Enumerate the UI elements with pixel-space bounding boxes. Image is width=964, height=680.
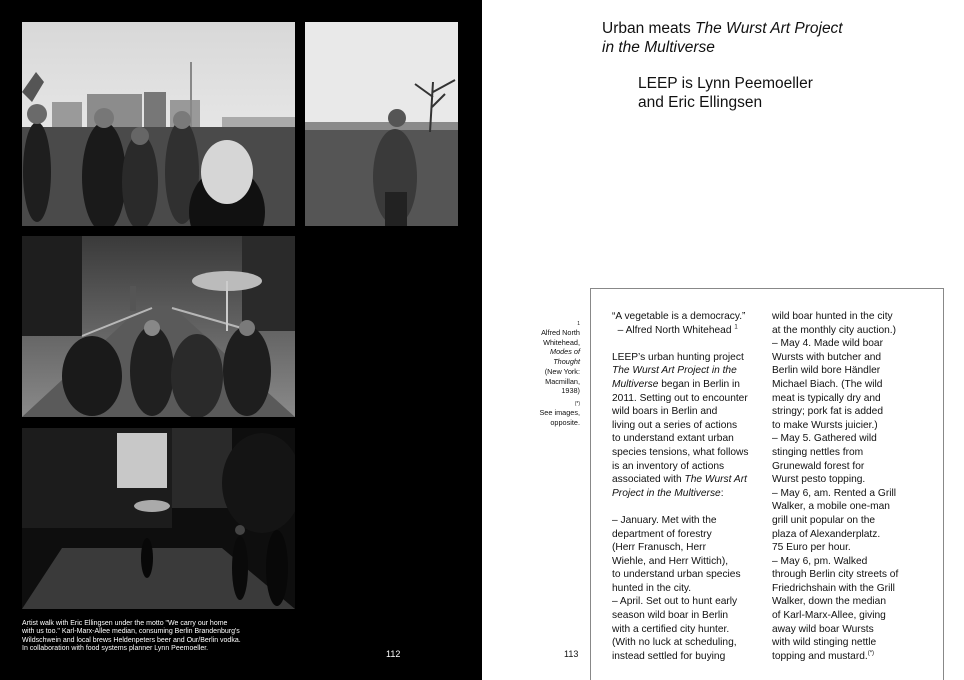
list-line: Berlin wild bore Händler bbox=[772, 365, 881, 377]
list-line: Walker, down the median bbox=[772, 596, 887, 608]
page-title bbox=[602, 19, 843, 57]
body-line: living out a series of actions bbox=[612, 419, 738, 431]
title-italic: The Wurst Art Project bbox=[695, 20, 843, 37]
footnote-line: Modes of bbox=[549, 347, 580, 357]
footnote-line: (New York: bbox=[544, 366, 580, 376]
caption-line: with us too." Karl-Marx-Allee median, consuming Berlin Brandenburg's bbox=[22, 628, 240, 636]
list-line: (Herr Franusch, Herr bbox=[612, 542, 706, 554]
list-line: instead settled for buying bbox=[612, 650, 726, 662]
spacer bbox=[612, 337, 762, 351]
body-line: 2011. Setting out to encounter bbox=[612, 392, 748, 404]
footnote-line: Alfred North bbox=[541, 328, 580, 337]
list-line: Walker, a mobile one-man bbox=[772, 501, 890, 513]
list-line: Friedrichshain with the Grill bbox=[772, 582, 895, 594]
list-line: department of forestry bbox=[612, 528, 712, 540]
list-line: stringy; pork fat is added bbox=[772, 406, 883, 418]
photo-field-man bbox=[305, 22, 458, 226]
list-line: – May 6, pm. Walked bbox=[772, 555, 868, 567]
text-column-left bbox=[612, 310, 762, 663]
list-line: meat is typically dry and bbox=[772, 392, 881, 404]
footnote-line: 1938) bbox=[561, 386, 580, 396]
page-number-left: 112 bbox=[386, 649, 401, 659]
page-number-right: 113 bbox=[564, 649, 579, 659]
photo-night-street bbox=[22, 428, 295, 609]
list-line: through Berlin city streets of bbox=[772, 569, 899, 581]
footnote-marker: (*) bbox=[574, 400, 580, 407]
page-subtitle bbox=[638, 74, 813, 112]
list-line: at the monthly city auction.) bbox=[772, 324, 897, 336]
list-line: – May 6, am. Rented a Grill bbox=[772, 487, 896, 499]
list-line: (With no luck at scheduling, bbox=[612, 637, 737, 649]
footnote-line: Macmillan, bbox=[545, 376, 580, 386]
text-box bbox=[590, 288, 944, 680]
footnote-line: Thought bbox=[553, 357, 580, 367]
list-line: topping and mustard.(*) bbox=[772, 650, 875, 662]
caption-line: Wildschwein and local brews Heldenpeters beer and Our/Berlin vodka. bbox=[22, 636, 241, 644]
subtitle-line: LEEP is Lynn Peemoeller bbox=[638, 75, 813, 92]
list-line: 75 Euro per hour. bbox=[772, 542, 851, 554]
footnote-ref: 1 bbox=[734, 324, 738, 331]
subtitle-line: and Eric Ellingsen bbox=[638, 94, 763, 111]
list-line: wild boar hunted in the city bbox=[772, 311, 893, 322]
list-line: plaza of Alexanderplatz. bbox=[772, 528, 881, 540]
footnote-line: opposite. bbox=[550, 417, 580, 427]
title-plain: Urban meats bbox=[602, 20, 696, 37]
title-italic: in the Multiverse bbox=[602, 39, 715, 56]
list-line: stinging nettles from bbox=[772, 446, 864, 458]
footnote-line: Whitehead, bbox=[543, 337, 580, 347]
body-line: Project in the Multiverse: bbox=[612, 487, 724, 499]
quote-line: “A vegetable is a democracy.” bbox=[612, 311, 746, 322]
list-line: with a certified city hunter. bbox=[612, 623, 730, 635]
photo-caption bbox=[22, 620, 312, 654]
list-line: Wiehle, and Herr Wittich), bbox=[612, 555, 729, 567]
body-line: wild boars in Berlin and bbox=[612, 406, 718, 418]
body-line: is an inventory of actions bbox=[612, 460, 725, 472]
spacer bbox=[612, 500, 762, 514]
body-line: associated with The Wurst Art bbox=[612, 474, 747, 486]
footnote-line: See images, bbox=[539, 407, 580, 417]
photo-street-dusk bbox=[22, 236, 295, 417]
caption-line: In collaboration with food systems planner Lynn Peemoeller. bbox=[22, 645, 209, 653]
list-line: Wursts with butcher and bbox=[772, 351, 882, 363]
list-line: – January. Met with the bbox=[612, 514, 717, 526]
list-line: with wild stinging nettle bbox=[772, 637, 877, 649]
sidenotes bbox=[522, 320, 580, 427]
list-line: grill unit popular on the bbox=[772, 514, 876, 526]
list-line: Wurst pesto topping. bbox=[772, 474, 866, 486]
photo-field-group bbox=[22, 22, 295, 226]
list-line: to make Wursts juicier.) bbox=[772, 419, 878, 431]
caption-line: Artist walk with Eric Ellingsen under the motto "We carry our home bbox=[22, 620, 228, 627]
list-line: of Karl-Marx-Allee, giving bbox=[772, 610, 886, 622]
quote-attribution: – Alfred North Whitehead $^1$ bbox=[617, 324, 738, 336]
body-line: LEEP’s urban hunting project bbox=[612, 351, 744, 363]
list-line: – April. Set out to hunt early bbox=[612, 596, 738, 608]
list-line: – May 5. Gathered wild bbox=[772, 433, 877, 445]
list-line: – May 4. Made wild boar bbox=[772, 338, 883, 350]
right-page bbox=[482, 0, 964, 680]
body-line: The Wurst Art Project in the bbox=[612, 365, 737, 377]
footnote-ref: (*) bbox=[867, 650, 875, 657]
list-line: hunted in the city. bbox=[612, 582, 692, 594]
list-line: to understand urban species bbox=[612, 569, 741, 581]
list-line: Grunewald forest for bbox=[772, 460, 865, 472]
list-line: Michael Biach. (The wild bbox=[772, 378, 883, 390]
footnote-marker: 1 bbox=[577, 321, 580, 327]
body-line: species tensions, what follows bbox=[612, 446, 749, 458]
body-line: Multiverse began in Berlin in bbox=[612, 378, 740, 390]
list-line: season wild boar in Berlin bbox=[612, 610, 729, 622]
list-line: away wild boar Wursts bbox=[772, 623, 874, 635]
text-column-right bbox=[772, 310, 932, 663]
body-line: to understand extant urban bbox=[612, 433, 734, 445]
